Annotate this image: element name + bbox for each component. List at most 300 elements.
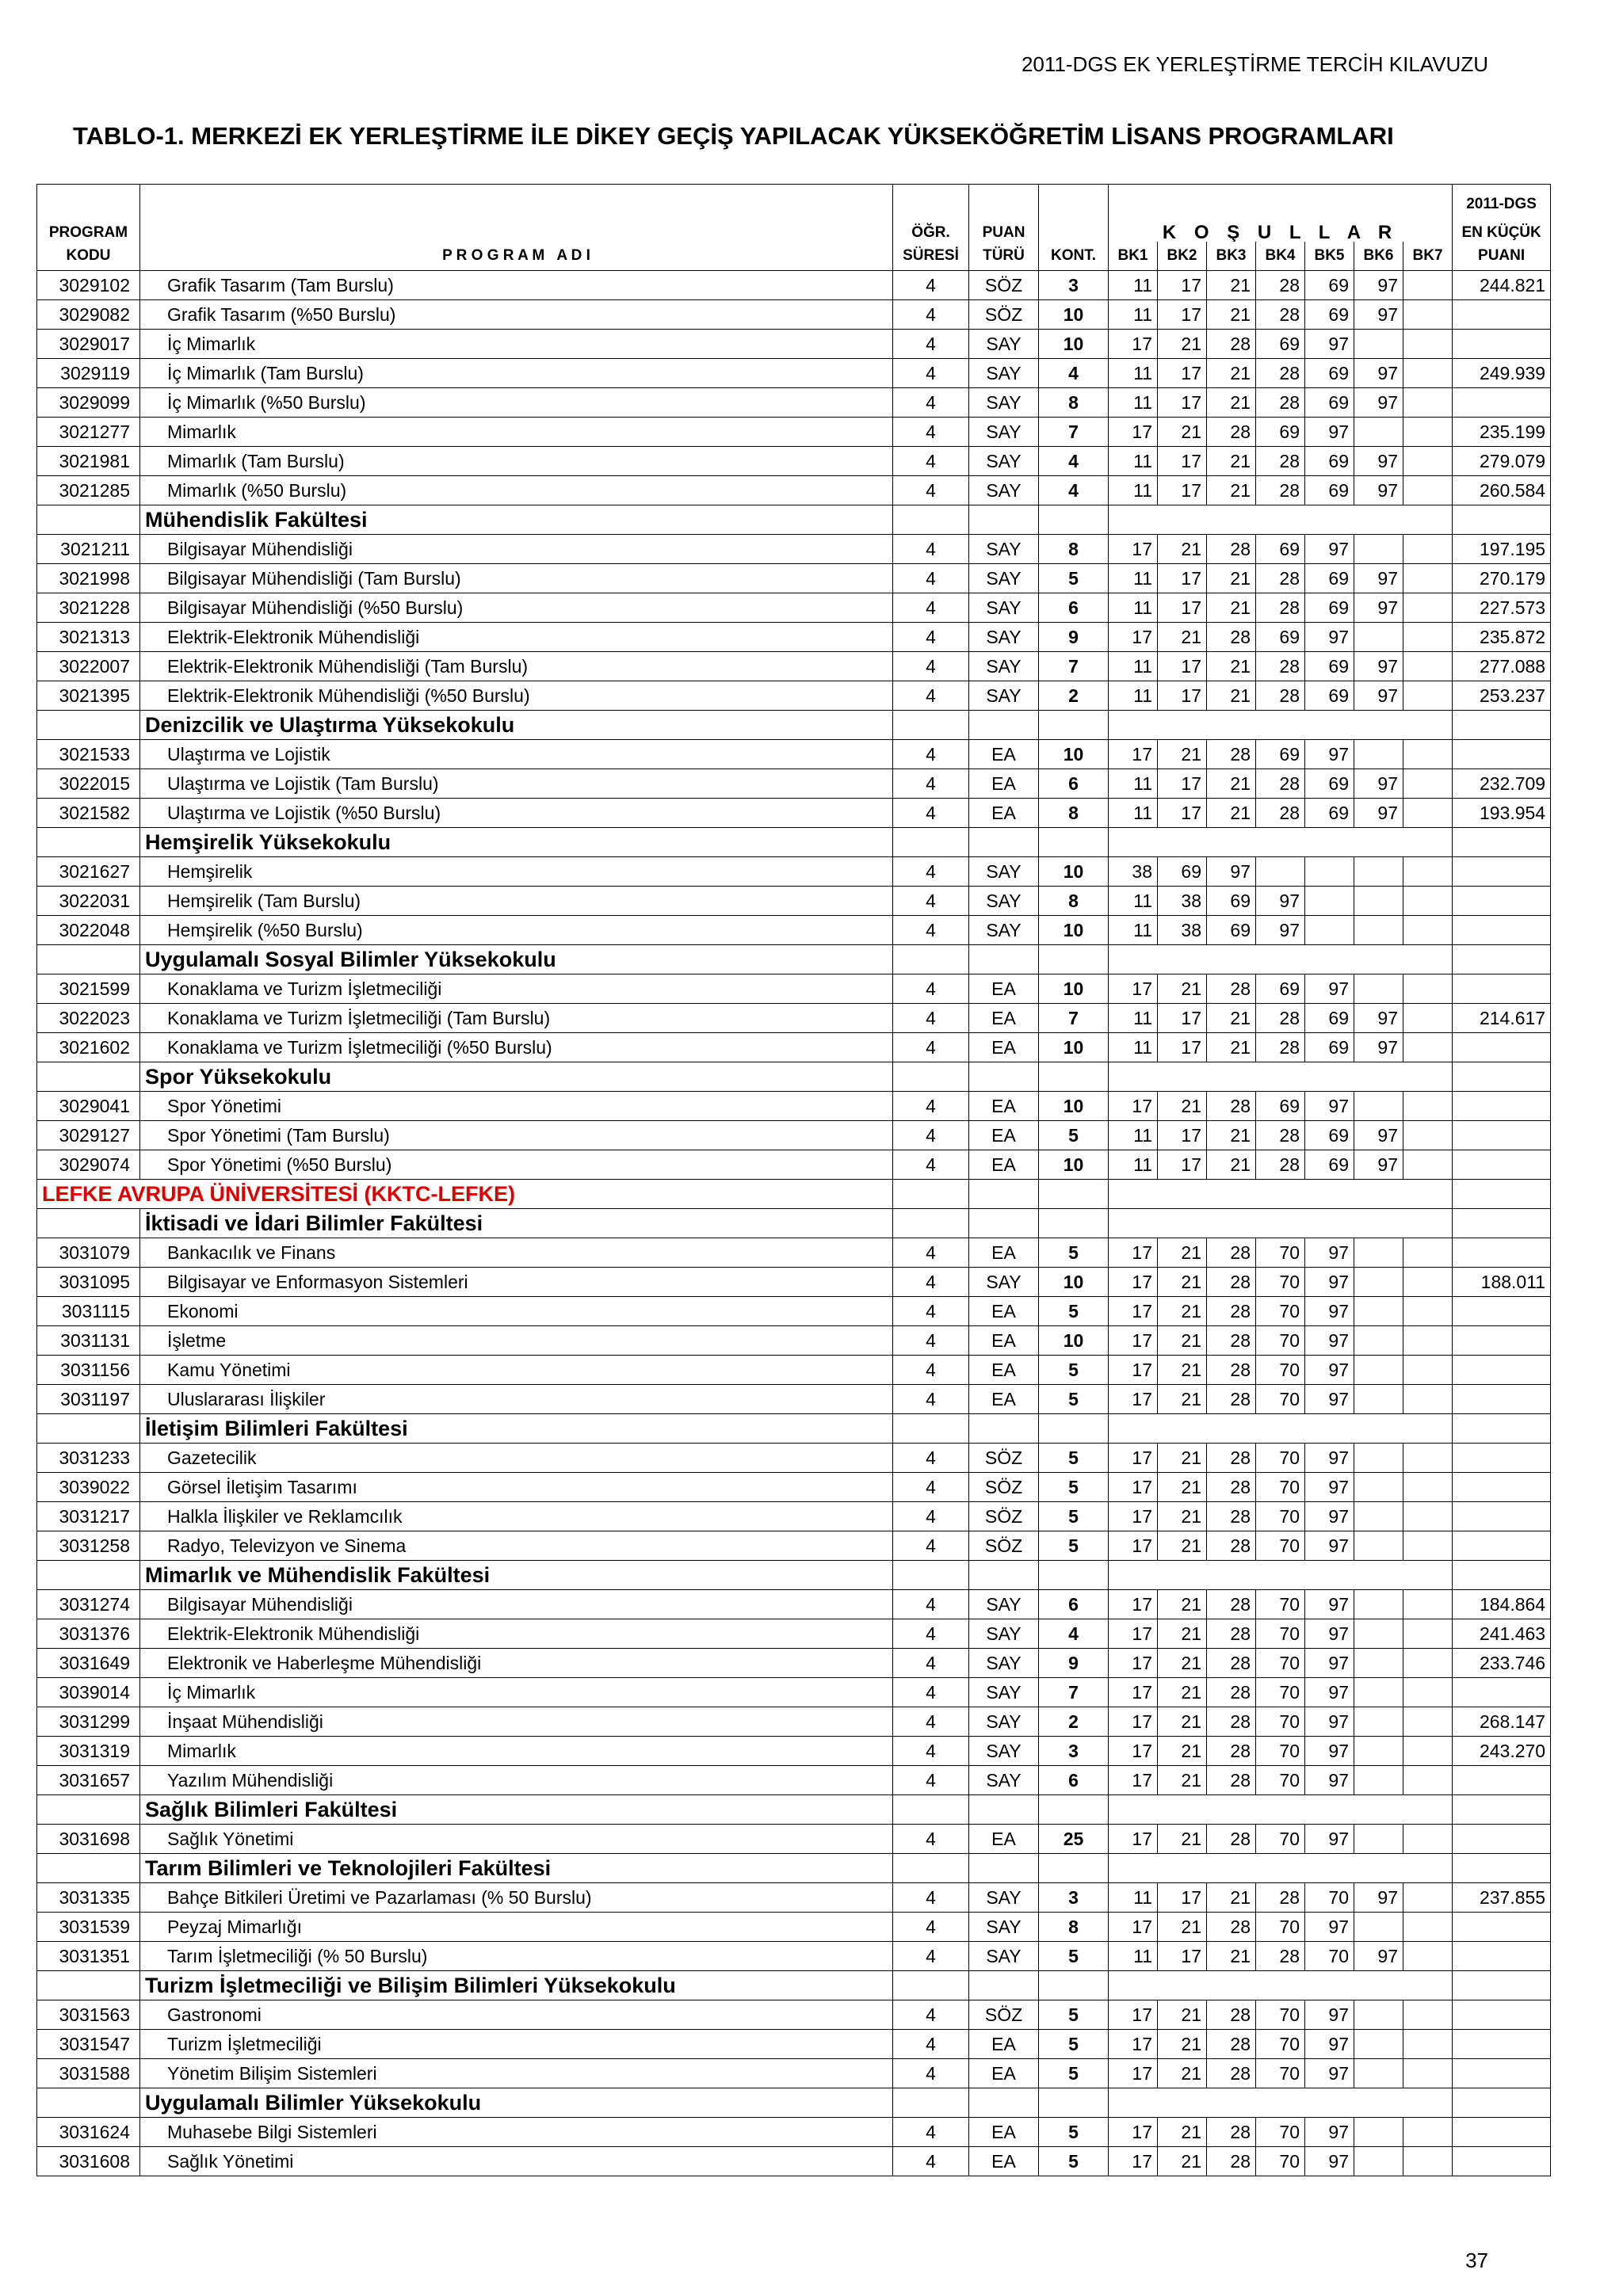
condition-bk5: 97	[1305, 1444, 1354, 1473]
program-code: 3022015	[37, 769, 140, 799]
table-row	[37, 1707, 1551, 1737]
education-duration: 4	[893, 1531, 969, 1561]
condition-bk2: 21	[1158, 1268, 1207, 1297]
condition-bk1: 11	[1109, 916, 1158, 945]
program-code: 3021582	[37, 799, 140, 828]
education-duration: 4	[893, 916, 969, 945]
table-row	[37, 769, 1551, 799]
page-number: 37	[1465, 2248, 1488, 2272]
education-duration: 4	[893, 1942, 969, 1971]
program-name: Elektronik ve Haberleşme Mühendisliği	[140, 1649, 893, 1678]
condition-bk4: 70	[1256, 2118, 1305, 2147]
table-row	[37, 2030, 1551, 2059]
quota: 2	[1039, 681, 1109, 711]
education-duration: 4	[893, 623, 969, 652]
section-code-empty	[37, 1209, 140, 1238]
condition-bk1: 17	[1109, 1825, 1158, 1854]
condition-bk4: 28	[1256, 359, 1305, 388]
condition-bk1: 17	[1109, 1619, 1158, 1649]
program-code: 3029119	[37, 359, 140, 388]
program-code: 3021602	[37, 1033, 140, 1062]
min-score: 235.199	[1453, 418, 1551, 447]
score-type: SAY	[969, 1268, 1039, 1297]
min-score	[1453, 1502, 1551, 1531]
condition-bk2: 17	[1158, 564, 1207, 593]
min-score: 270.179	[1453, 564, 1551, 593]
col-bk1: BK1	[1109, 242, 1158, 271]
quota: 5	[1039, 1297, 1109, 1326]
condition-bk4: 69	[1256, 535, 1305, 564]
condition-bk4: 28	[1256, 271, 1305, 300]
faculty-row	[37, 1854, 1551, 1883]
empty-conditions	[1109, 828, 1453, 857]
condition-bk5: 97	[1305, 974, 1354, 1004]
table-row	[37, 1737, 1551, 1766]
education-duration: 4	[893, 1004, 969, 1033]
min-score: 233.746	[1453, 1649, 1551, 1678]
quota: 5	[1039, 1444, 1109, 1473]
section-code-empty	[37, 1795, 140, 1825]
program-name: Spor Yönetimi (Tam Burslu)	[140, 1121, 893, 1150]
score-type: SAY	[969, 1737, 1039, 1766]
condition-bk3: 21	[1207, 799, 1256, 828]
education-duration: 4	[893, 1678, 969, 1707]
quota: 4	[1039, 447, 1109, 476]
condition-bk5: 69	[1305, 652, 1354, 681]
condition-bk6: 97	[1354, 476, 1403, 505]
university-name: LEFKE AVRUPA ÜNİVERSİTESİ (KKTC-LEFKE)	[37, 1180, 893, 1209]
empty-cell	[893, 1209, 969, 1238]
condition-bk2: 17	[1158, 476, 1207, 505]
table-row	[37, 388, 1551, 418]
table-row	[37, 564, 1551, 593]
min-score: 184.864	[1453, 1590, 1551, 1619]
table-row	[37, 2147, 1551, 2176]
min-score: 197.195	[1453, 535, 1551, 564]
condition-bk1: 17	[1109, 1707, 1158, 1737]
faculty-name: Denizcilik ve Ulaştırma Yüksekokulu	[140, 711, 893, 740]
condition-bk4: 70	[1256, 1619, 1305, 1649]
program-code: 3021228	[37, 593, 140, 623]
quota: 8	[1039, 799, 1109, 828]
condition-bk2: 17	[1158, 769, 1207, 799]
condition-bk4: 28	[1256, 1121, 1305, 1150]
education-duration: 4	[893, 1092, 969, 1121]
empty-cell	[1039, 1062, 1109, 1092]
condition-bk1: 17	[1109, 1444, 1158, 1473]
table-row	[37, 887, 1551, 916]
empty-cell	[1039, 945, 1109, 974]
condition-bk5: 69	[1305, 271, 1354, 300]
table-row	[37, 359, 1551, 388]
empty-cell	[969, 828, 1039, 857]
condition-bk4	[1256, 857, 1305, 887]
condition-bk4: 28	[1256, 681, 1305, 711]
condition-bk3: 28	[1207, 1356, 1256, 1385]
condition-bk6	[1354, 740, 1403, 769]
score-type: SAY	[969, 593, 1039, 623]
table-row	[37, 681, 1551, 711]
min-score	[1453, 1444, 1551, 1473]
condition-bk1: 17	[1109, 2147, 1158, 2176]
min-score: 232.709	[1453, 769, 1551, 799]
condition-bk6: 97	[1354, 1150, 1403, 1180]
condition-bk5: 69	[1305, 1121, 1354, 1150]
table-row	[37, 1033, 1551, 1062]
condition-bk4: 70	[1256, 1531, 1305, 1561]
condition-bk5: 97	[1305, 1473, 1354, 1502]
program-code: 3021981	[37, 447, 140, 476]
faculty-row	[37, 1209, 1551, 1238]
score-type: SAY	[969, 1883, 1039, 1913]
empty-cell	[893, 1062, 969, 1092]
condition-bk4: 69	[1256, 1092, 1305, 1121]
condition-bk5: 69	[1305, 359, 1354, 388]
empty-cell	[969, 1180, 1039, 1209]
condition-bk4: 28	[1256, 300, 1305, 330]
condition-bk6: 97	[1354, 769, 1403, 799]
condition-bk5: 97	[1305, 1590, 1354, 1619]
min-score	[1453, 1121, 1551, 1150]
condition-bk6	[1354, 1590, 1403, 1619]
condition-bk6	[1354, 1238, 1403, 1268]
col-puan-top: PUAN	[969, 185, 1039, 242]
condition-bk2: 21	[1158, 1913, 1207, 1942]
table-row	[37, 2118, 1551, 2147]
education-duration: 4	[893, 1238, 969, 1268]
condition-bk1: 11	[1109, 887, 1158, 916]
program-name: Hemşirelik	[140, 857, 893, 887]
quota: 10	[1039, 1033, 1109, 1062]
score-type: EA	[969, 2030, 1039, 2059]
condition-bk7	[1403, 330, 1453, 359]
condition-bk6: 97	[1354, 1004, 1403, 1033]
condition-bk5: 97	[1305, 2118, 1354, 2147]
condition-bk1: 17	[1109, 1590, 1158, 1619]
quota: 4	[1039, 476, 1109, 505]
condition-bk3: 21	[1207, 1004, 1256, 1033]
quota: 10	[1039, 1150, 1109, 1180]
empty-cell	[1039, 1795, 1109, 1825]
condition-bk3: 28	[1207, 1297, 1256, 1326]
program-code: 3029099	[37, 388, 140, 418]
condition-bk7	[1403, 1913, 1453, 1942]
program-code: 3031335	[37, 1883, 140, 1913]
condition-bk7	[1403, 1883, 1453, 1913]
condition-bk1: 17	[1109, 1385, 1158, 1414]
condition-bk6	[1354, 1707, 1403, 1737]
empty-cell	[969, 1854, 1039, 1883]
col-bk7: BK7	[1403, 242, 1453, 271]
condition-bk6	[1354, 887, 1403, 916]
condition-bk7	[1403, 1531, 1453, 1561]
condition-bk6	[1354, 1766, 1403, 1795]
table-row	[37, 2000, 1551, 2030]
condition-bk5: 97	[1305, 1737, 1354, 1766]
table-row	[37, 1825, 1551, 1854]
condition-bk5: 97	[1305, 1913, 1354, 1942]
min-score: 227.573	[1453, 593, 1551, 623]
condition-bk7	[1403, 1649, 1453, 1678]
condition-bk6: 97	[1354, 681, 1403, 711]
condition-bk3: 28	[1207, 1913, 1256, 1942]
quota: 5	[1039, 1502, 1109, 1531]
education-duration: 4	[893, 2059, 969, 2088]
education-duration: 4	[893, 740, 969, 769]
condition-bk7	[1403, 681, 1453, 711]
condition-bk7	[1403, 1942, 1453, 1971]
score-type: SAY	[969, 1619, 1039, 1649]
condition-bk6	[1354, 2118, 1403, 2147]
condition-bk7	[1403, 740, 1453, 769]
condition-bk4: 70	[1256, 1444, 1305, 1473]
condition-bk5: 97	[1305, 1356, 1354, 1385]
condition-bk6	[1354, 2030, 1403, 2059]
quota: 5	[1039, 1238, 1109, 1268]
col-kont: KONT.	[1039, 242, 1109, 271]
condition-bk2: 21	[1158, 2030, 1207, 2059]
table-row	[37, 593, 1551, 623]
condition-bk3: 21	[1207, 593, 1256, 623]
condition-bk4: 70	[1256, 1473, 1305, 1502]
program-name: Mimarlık (Tam Burslu)	[140, 447, 893, 476]
program-code: 3031539	[37, 1913, 140, 1942]
empty-cell	[969, 2088, 1039, 2118]
condition-bk3: 21	[1207, 1033, 1256, 1062]
condition-bk3: 28	[1207, 1473, 1256, 1502]
score-type: EA	[969, 1238, 1039, 1268]
program-code: 3031624	[37, 2118, 140, 2147]
quota: 5	[1039, 564, 1109, 593]
score-type: SAY	[969, 623, 1039, 652]
empty-cell	[969, 1795, 1039, 1825]
programs-table	[36, 184, 1551, 2176]
quota: 10	[1039, 1326, 1109, 1356]
empty-cell	[1039, 2088, 1109, 2118]
quota: 10	[1039, 330, 1109, 359]
condition-bk4: 70	[1256, 2000, 1305, 2030]
empty-cell	[969, 711, 1039, 740]
score-type: SAY	[969, 1590, 1039, 1619]
condition-bk7	[1403, 1268, 1453, 1297]
score-type: SAY	[969, 1942, 1039, 1971]
empty-cell	[1039, 1209, 1109, 1238]
program-code: 3031698	[37, 1825, 140, 1854]
col-kosullar: K O Ş U L L A R	[1109, 185, 1453, 242]
quota: 4	[1039, 359, 1109, 388]
condition-bk4: 28	[1256, 1150, 1305, 1180]
min-score: 244.821	[1453, 271, 1551, 300]
table-row	[37, 1913, 1551, 1942]
score-type: SÖZ	[969, 1531, 1039, 1561]
empty-cell	[1039, 1971, 1109, 2000]
min-score	[1453, 1356, 1551, 1385]
program-name: Ulaştırma ve Lojistik	[140, 740, 893, 769]
condition-bk2: 21	[1158, 1707, 1207, 1737]
condition-bk3: 28	[1207, 1444, 1256, 1473]
condition-bk1: 17	[1109, 418, 1158, 447]
condition-bk3: 28	[1207, 2000, 1256, 2030]
quota: 5	[1039, 2030, 1109, 2059]
quota: 8	[1039, 535, 1109, 564]
table-row	[37, 1385, 1551, 1414]
min-score: 193.954	[1453, 799, 1551, 828]
col-name-top	[140, 185, 893, 242]
condition-bk5: 97	[1305, 1238, 1354, 1268]
condition-bk2: 17	[1158, 300, 1207, 330]
condition-bk4: 97	[1256, 916, 1305, 945]
table-title: TABLO-1. MERKEZİ EK YERLEŞTİRME İLE DİKEY GEÇİŞ YAPILACAK YÜKSEKÖĞRETİM LİSANS PROGRAMLARI	[73, 122, 1394, 150]
condition-bk6: 97	[1354, 359, 1403, 388]
condition-bk4: 28	[1256, 447, 1305, 476]
condition-bk6	[1354, 535, 1403, 564]
empty-cell	[1453, 711, 1551, 740]
condition-bk5: 97	[1305, 1326, 1354, 1356]
col-program-top: PROGRAM	[37, 185, 140, 242]
condition-bk1: 11	[1109, 1883, 1158, 1913]
program-code: 3021998	[37, 564, 140, 593]
condition-bk6: 97	[1354, 1033, 1403, 1062]
condition-bk5: 97	[1305, 1825, 1354, 1854]
condition-bk3: 28	[1207, 1268, 1256, 1297]
condition-bk1: 11	[1109, 1942, 1158, 1971]
faculty-row	[37, 2088, 1551, 2118]
program-name: Hemşirelik (Tam Burslu)	[140, 887, 893, 916]
education-duration: 4	[893, 2030, 969, 2059]
faculty-row	[37, 1561, 1551, 1590]
condition-bk1: 11	[1109, 1033, 1158, 1062]
min-score: 260.584	[1453, 476, 1551, 505]
empty-cell	[1453, 505, 1551, 535]
condition-bk6	[1354, 1268, 1403, 1297]
condition-bk6	[1354, 1444, 1403, 1473]
condition-bk6	[1354, 1297, 1403, 1326]
quota: 3	[1039, 271, 1109, 300]
education-duration: 4	[893, 593, 969, 623]
condition-bk7	[1403, 1473, 1453, 1502]
university-row	[37, 1180, 1551, 1209]
condition-bk5: 69	[1305, 1004, 1354, 1033]
section-code-empty	[37, 1854, 140, 1883]
condition-bk7	[1403, 1619, 1453, 1649]
program-code: 3031079	[37, 1238, 140, 1268]
condition-bk1: 17	[1109, 1531, 1158, 1561]
empty-cell	[1453, 1180, 1551, 1209]
min-score	[1453, 857, 1551, 887]
condition-bk2: 21	[1158, 2118, 1207, 2147]
empty-conditions	[1109, 1971, 1453, 2000]
condition-bk1: 11	[1109, 300, 1158, 330]
min-score: 268.147	[1453, 1707, 1551, 1737]
empty-conditions	[1109, 1062, 1453, 1092]
condition-bk5: 97	[1305, 2000, 1354, 2030]
program-name: Konaklama ve Turizm İşletmeciliği	[140, 974, 893, 1004]
education-duration: 4	[893, 271, 969, 300]
program-name: Ekonomi	[140, 1297, 893, 1326]
condition-bk3: 21	[1207, 1121, 1256, 1150]
score-type: EA	[969, 1004, 1039, 1033]
min-score: 277.088	[1453, 652, 1551, 681]
table-row	[37, 1942, 1551, 1971]
table-row	[37, 974, 1551, 1004]
condition-bk4: 28	[1256, 1004, 1305, 1033]
score-type: EA	[969, 2059, 1039, 2088]
condition-bk2: 21	[1158, 1297, 1207, 1326]
condition-bk3: 28	[1207, 1238, 1256, 1268]
empty-conditions	[1109, 2088, 1453, 2118]
table-row	[37, 1473, 1551, 1502]
condition-bk3: 28	[1207, 535, 1256, 564]
condition-bk4: 69	[1256, 330, 1305, 359]
empty-cell	[1453, 1414, 1551, 1444]
condition-bk1: 11	[1109, 271, 1158, 300]
condition-bk6	[1354, 418, 1403, 447]
program-name: Yönetim Bilişim Sistemleri	[140, 2059, 893, 2088]
program-code: 3031258	[37, 1531, 140, 1561]
education-duration: 4	[893, 1356, 969, 1385]
program-code: 3021627	[37, 857, 140, 887]
condition-bk1: 17	[1109, 1473, 1158, 1502]
program-code: 3031608	[37, 2147, 140, 2176]
program-code: 3029102	[37, 271, 140, 300]
col-dgs-bottom: PUANI	[1453, 242, 1551, 271]
faculty-row	[37, 505, 1551, 535]
condition-bk6: 97	[1354, 1883, 1403, 1913]
col-bk2: BK2	[1158, 242, 1207, 271]
program-name: Bilgisayar Mühendisliği (Tam Burslu)	[140, 564, 893, 593]
condition-bk1: 17	[1109, 1326, 1158, 1356]
condition-bk1: 11	[1109, 593, 1158, 623]
empty-cell	[893, 828, 969, 857]
education-duration: 4	[893, 769, 969, 799]
program-code: 3021533	[37, 740, 140, 769]
condition-bk1: 11	[1109, 652, 1158, 681]
condition-bk1: 11	[1109, 564, 1158, 593]
condition-bk4: 69	[1256, 740, 1305, 769]
table-row	[37, 330, 1551, 359]
condition-bk1: 17	[1109, 535, 1158, 564]
program-code: 3021277	[37, 418, 140, 447]
program-code: 3031156	[37, 1356, 140, 1385]
empty-cell	[893, 505, 969, 535]
empty-cell	[1453, 2088, 1551, 2118]
faculty-name: Mühendislik Fakültesi	[140, 505, 893, 535]
education-duration: 4	[893, 564, 969, 593]
section-code-empty	[37, 828, 140, 857]
education-duration: 4	[893, 1619, 969, 1649]
empty-cell	[893, 711, 969, 740]
condition-bk7	[1403, 1326, 1453, 1356]
condition-bk6	[1354, 1619, 1403, 1649]
empty-cell	[969, 505, 1039, 535]
empty-cell	[1453, 1062, 1551, 1092]
condition-bk2: 21	[1158, 1502, 1207, 1531]
condition-bk7	[1403, 916, 1453, 945]
education-duration: 4	[893, 681, 969, 711]
education-duration: 4	[893, 1033, 969, 1062]
table-row	[37, 652, 1551, 681]
condition-bk7	[1403, 974, 1453, 1004]
education-duration: 4	[893, 1883, 969, 1913]
condition-bk3: 21	[1207, 564, 1256, 593]
min-score: 243.270	[1453, 1737, 1551, 1766]
program-name: İç Mimarlık	[140, 330, 893, 359]
program-code: 3029082	[37, 300, 140, 330]
score-type: SAY	[969, 681, 1039, 711]
condition-bk6	[1354, 916, 1403, 945]
condition-bk3: 28	[1207, 1649, 1256, 1678]
quota: 10	[1039, 1092, 1109, 1121]
